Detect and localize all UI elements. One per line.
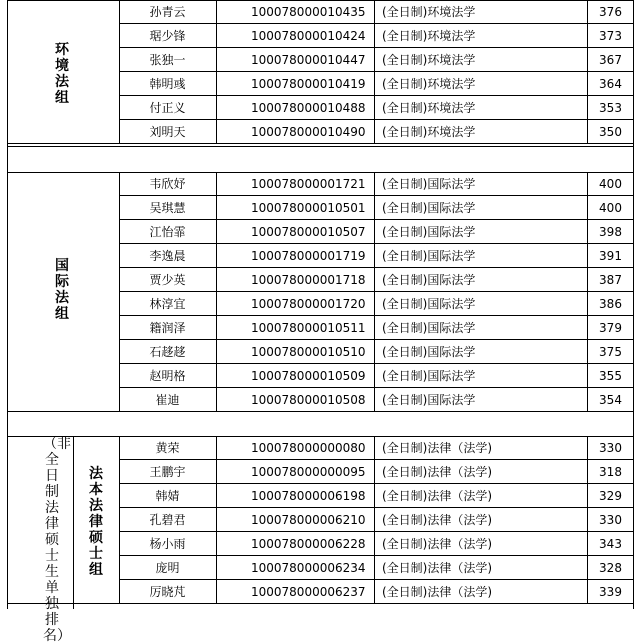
- program-name: (全日制)法律（法学): [382, 537, 493, 551]
- student-name: 林淳宜: [149, 297, 186, 311]
- student-name: 孔碧君: [149, 513, 186, 527]
- exam-id: 100078000010509: [251, 369, 366, 383]
- exam-id: 100078000010511: [251, 321, 366, 335]
- program-name: (全日制)环境法学: [382, 77, 476, 91]
- program-name: (全日制)法律（法学): [382, 561, 493, 575]
- student-name: 杨小雨: [149, 537, 186, 551]
- row-line: [119, 219, 634, 220]
- student-name: 赵明格: [149, 369, 186, 383]
- student-name: 黄荣: [155, 441, 180, 455]
- score-value: 367: [599, 53, 622, 67]
- exam-id: 100078000010419: [251, 77, 366, 91]
- exam-id: 100078000010507: [251, 225, 366, 239]
- score-table: [7, 0, 634, 644]
- score-value: 330: [599, 513, 622, 527]
- score-value: 398: [599, 225, 622, 239]
- row-line: [119, 459, 634, 460]
- exam-id: 100078000010510: [251, 345, 366, 359]
- exam-id: 100078000010488: [251, 101, 366, 115]
- row-line: [119, 119, 634, 120]
- score-value: 376: [599, 5, 622, 19]
- exam-id: 100078000010435: [251, 5, 366, 19]
- student-name: 李逸晨: [149, 249, 186, 263]
- program-name: (全日制)环境法学: [382, 29, 476, 43]
- group-bottom-line: [7, 603, 634, 604]
- program-name: (全日制)国际法学: [382, 393, 476, 407]
- student-name: 崔迪: [155, 393, 180, 407]
- program-name: (全日制)法律（法学): [382, 441, 493, 455]
- score-value: 373: [599, 29, 622, 43]
- exam-id: 100078000001719: [251, 249, 366, 263]
- group-label-law-master: 法本法律硕士组: [89, 466, 103, 578]
- student-name: 刘明天: [149, 125, 186, 139]
- separator-line: [7, 172, 634, 173]
- student-name: 韩婧: [155, 489, 180, 503]
- score-value: 343: [599, 537, 622, 551]
- program-name: (全日制)法律（法学): [382, 489, 493, 503]
- exam-id: 100078000006228: [251, 537, 366, 551]
- exam-id: 100078000001721: [251, 177, 366, 191]
- score-value: 391: [599, 249, 622, 263]
- column-line: [216, 0, 217, 144]
- student-name: 贾少英: [149, 273, 186, 287]
- row-line: [119, 95, 634, 96]
- program-name: (全日制)国际法学: [382, 297, 476, 311]
- row-line: [119, 47, 634, 48]
- score-value: 318: [599, 465, 622, 479]
- program-name: (全日制)国际法学: [382, 321, 476, 335]
- student-name: 江怡霏: [149, 225, 186, 239]
- group-label-international-law: 国际法组: [55, 258, 69, 322]
- row-line: [119, 507, 634, 508]
- exam-id: 100078000010447: [251, 53, 366, 67]
- row-line: [119, 363, 634, 364]
- exam-id: 100078000006210: [251, 513, 366, 527]
- program-name: (全日制)国际法学: [382, 249, 476, 263]
- group-top-line: [7, 436, 634, 437]
- student-name: 吴琪慧: [149, 201, 186, 215]
- student-name: 厉晓芃: [149, 585, 186, 599]
- score-value: 328: [599, 561, 622, 575]
- group-bottom-line: [7, 411, 634, 412]
- column-line: [587, 0, 588, 144]
- row-line: [119, 195, 634, 196]
- student-name: 张独一: [149, 53, 186, 67]
- group-bottom-line: [7, 143, 634, 144]
- group-note-part-time: （非全日制法律硕士生单独排名）: [43, 436, 71, 644]
- row-line: [119, 483, 634, 484]
- column-line: [216, 436, 217, 604]
- program-name: (全日制)法律（法学): [382, 513, 493, 527]
- score-value: 339: [599, 585, 622, 599]
- score-value: 354: [599, 393, 622, 407]
- column-line: [374, 172, 375, 412]
- row-line: [119, 71, 634, 72]
- score-value: 379: [599, 321, 622, 335]
- score-value: 353: [599, 101, 622, 115]
- column-line: [119, 0, 120, 144]
- score-value: 400: [599, 201, 622, 215]
- exam-id: 100078000006234: [251, 561, 366, 575]
- program-name: (全日制)国际法学: [382, 225, 476, 239]
- group-top-line: [7, 0, 634, 1]
- row-line: [119, 387, 634, 388]
- column-line: [374, 0, 375, 144]
- program-name: (全日制)国际法学: [382, 345, 476, 359]
- exam-id: 100078000010424: [251, 29, 366, 43]
- student-name: 付正义: [149, 101, 186, 115]
- score-value: 350: [599, 125, 622, 139]
- row-line: [119, 315, 634, 316]
- score-value: 400: [599, 177, 622, 191]
- separator-line: [7, 146, 634, 147]
- student-name: 琚少锋: [149, 29, 186, 43]
- group-label-environmental-law: 环境法组: [55, 42, 69, 106]
- program-name: (全日制)法律（法学): [382, 585, 493, 599]
- exam-id: 100078000010501: [251, 201, 366, 215]
- score-value: 355: [599, 369, 622, 383]
- column-line: [374, 436, 375, 604]
- exam-id: 100078000010490: [251, 125, 366, 139]
- student-name: 籍润泽: [149, 321, 186, 335]
- student-name: 王鹏宇: [149, 465, 186, 479]
- column-line: [73, 436, 74, 609]
- student-name: 韩明彧: [149, 77, 186, 91]
- score-value: 364: [599, 77, 622, 91]
- student-name: 孙青云: [149, 5, 186, 19]
- row-line: [119, 267, 634, 268]
- row-line: [119, 23, 634, 24]
- program-name: (全日制)国际法学: [382, 273, 476, 287]
- score-value: 329: [599, 489, 622, 503]
- score-value: 387: [599, 273, 622, 287]
- row-line: [119, 555, 634, 556]
- program-name: (全日制)环境法学: [382, 125, 476, 139]
- program-name: (全日制)国际法学: [382, 201, 476, 215]
- row-line: [119, 339, 634, 340]
- score-value: 330: [599, 441, 622, 455]
- column-line: [216, 172, 217, 412]
- exam-id: 100078000006237: [251, 585, 366, 599]
- exam-id: 100078000001718: [251, 273, 366, 287]
- student-name: 韦欣妤: [149, 177, 186, 191]
- exam-id: 100078000000080: [251, 441, 366, 455]
- row-line: [119, 579, 634, 580]
- program-name: (全日制)环境法学: [382, 53, 476, 67]
- exam-id: 100078000006198: [251, 489, 366, 503]
- exam-id: 100078000000095: [251, 465, 366, 479]
- program-name: (全日制)环境法学: [382, 101, 476, 115]
- program-name: (全日制)环境法学: [382, 5, 476, 19]
- score-value: 375: [599, 345, 622, 359]
- row-line: [119, 291, 634, 292]
- program-name: (全日制)国际法学: [382, 177, 476, 191]
- program-name: (全日制)国际法学: [382, 369, 476, 383]
- student-name: 石趍趍: [149, 345, 186, 359]
- table-left-border: [7, 0, 8, 609]
- score-value: 386: [599, 297, 622, 311]
- row-line: [119, 243, 634, 244]
- row-line: [119, 531, 634, 532]
- program-name: (全日制)法律（法学): [382, 465, 493, 479]
- exam-id: 100078000001720: [251, 297, 366, 311]
- student-name: 庞明: [155, 561, 180, 575]
- exam-id: 100078000010508: [251, 393, 366, 407]
